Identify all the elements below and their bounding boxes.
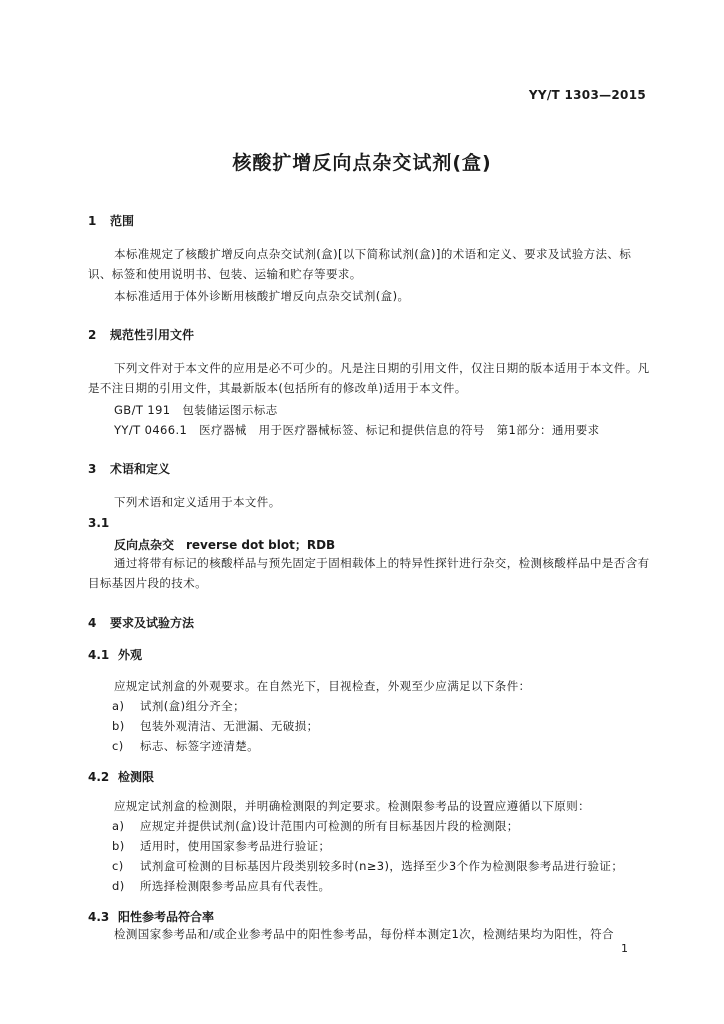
subsection-number: 4.3 — [88, 910, 110, 924]
page-number: 1 — [621, 942, 628, 955]
list-item — [112, 858, 623, 874]
section-2-heading — [88, 326, 194, 343]
section-number: 2 — [88, 328, 97, 342]
list-marker: a) — [112, 699, 125, 713]
subsection-4-2-heading — [88, 768, 154, 785]
list-item — [112, 698, 245, 714]
section-1-heading — [88, 212, 134, 229]
subsection-4-3-heading — [88, 908, 214, 925]
subsection-number: 4.2 — [88, 770, 110, 784]
subsection-4-2-intro: 应规定试剂盒的检测限，并明确检测限的判定要求。检测限参考品的设置应遵循以下原则： — [114, 799, 590, 813]
list-item — [112, 818, 519, 834]
section-1-paragraph-2: 本标准适用于体外诊断用核酸扩增反向点杂交试剂(盒)。 — [114, 289, 410, 303]
list-marker: c) — [112, 739, 124, 753]
section-number: 4 — [88, 616, 97, 630]
list-text: 所选择检测限参考品应具有代表性。 — [140, 879, 331, 893]
subsection-4-1-heading — [88, 646, 142, 663]
term-definition: 通过将带有标记的核酸样品与预先固定于固相载体上的特异性探针进行杂交，检测核酸样品中是否含有目标基因片段的技术。 — [88, 556, 650, 590]
list-text: 包装外观清洁、无泄漏、无破损； — [140, 719, 319, 733]
subsection-title: 阳性参考品符合率 — [118, 910, 215, 924]
section-number: 1 — [88, 214, 97, 228]
section-title: 规范性引用文件 — [110, 328, 195, 342]
subsection-4-1-intro: 应规定试剂盒的外观要求。在自然光下，目视检查，外观至少应满足以下条件： — [114, 679, 531, 693]
list-marker: a) — [112, 819, 125, 833]
section-1-paragraph-1: 本标准规定了核酸扩增反向点杂交试剂(盒)[以下简称试剂(盒)]的术语和定义、要求及试验方法、标识、标签和使用说明书、包装、运输和贮存等要求。 — [88, 247, 632, 281]
list-item — [112, 878, 330, 894]
list-marker: b) — [112, 719, 125, 733]
reference-gb-t-191: GB/T 191 包装储运图示标志 — [114, 403, 278, 417]
section-3-paragraph-1: 下列术语和定义适用于本文件。 — [114, 495, 281, 509]
reference-yy-t-0466-1: YY/T 0466.1 医疗器械 用于医疗器械标签、标记和提供信息的符号 第1部分：通用要求 — [114, 423, 600, 437]
subsection-4-3-intro: 检测国家参考品和/或企业参考品中的阳性参考品，每份样本测定1次，检测结果均为阳性，符合 — [114, 927, 614, 941]
subsection-title: 外观 — [118, 648, 143, 662]
document-title: 核酸扩增反向点杂交试剂(盒) — [232, 152, 492, 174]
section-number: 3 — [88, 462, 97, 476]
section-4-heading — [88, 614, 194, 631]
section-title: 术语和定义 — [110, 462, 171, 476]
list-item — [112, 838, 330, 854]
term-name: 反向点杂交 reverse dot blot；RDB — [114, 538, 336, 552]
list-text: 应规定并提供试剂(盒)设计范围内可检测的所有目标基因片段的检测限； — [140, 819, 519, 833]
list-text: 试剂(盒)组分齐全； — [140, 699, 245, 713]
subsection-title: 检测限 — [118, 770, 155, 784]
list-marker: c) — [112, 859, 124, 873]
list-marker: d) — [112, 879, 125, 893]
section-3-heading — [88, 460, 170, 477]
list-text: 试剂盒可检测的目标基因片段类别较多时(n≥3)，选择至少3个作为检测限参考品进行验证； — [140, 859, 624, 873]
list-marker: b) — [112, 839, 125, 853]
section-title: 要求及试验方法 — [110, 616, 195, 630]
section-title: 范围 — [110, 214, 135, 228]
section-2-paragraph-1: 下列文件对于本文件的应用是必不可少的。凡是注日期的引用文件，仅注日期的版本适用于本文件。凡是不注日期的引用文件，其最新版本(包括所有的修改单)适用于本文件。 — [88, 361, 650, 395]
list-text: 标志、标签字迹清楚。 — [140, 739, 259, 753]
list-item — [112, 718, 319, 734]
list-item — [112, 738, 259, 754]
subsection-number: 4.1 — [88, 648, 110, 662]
term-number: 3.1 — [88, 516, 110, 530]
list-text: 适用时，使用国家参考品进行验证； — [140, 839, 331, 853]
standard-number: YY/T 1303—2015 — [528, 88, 646, 102]
